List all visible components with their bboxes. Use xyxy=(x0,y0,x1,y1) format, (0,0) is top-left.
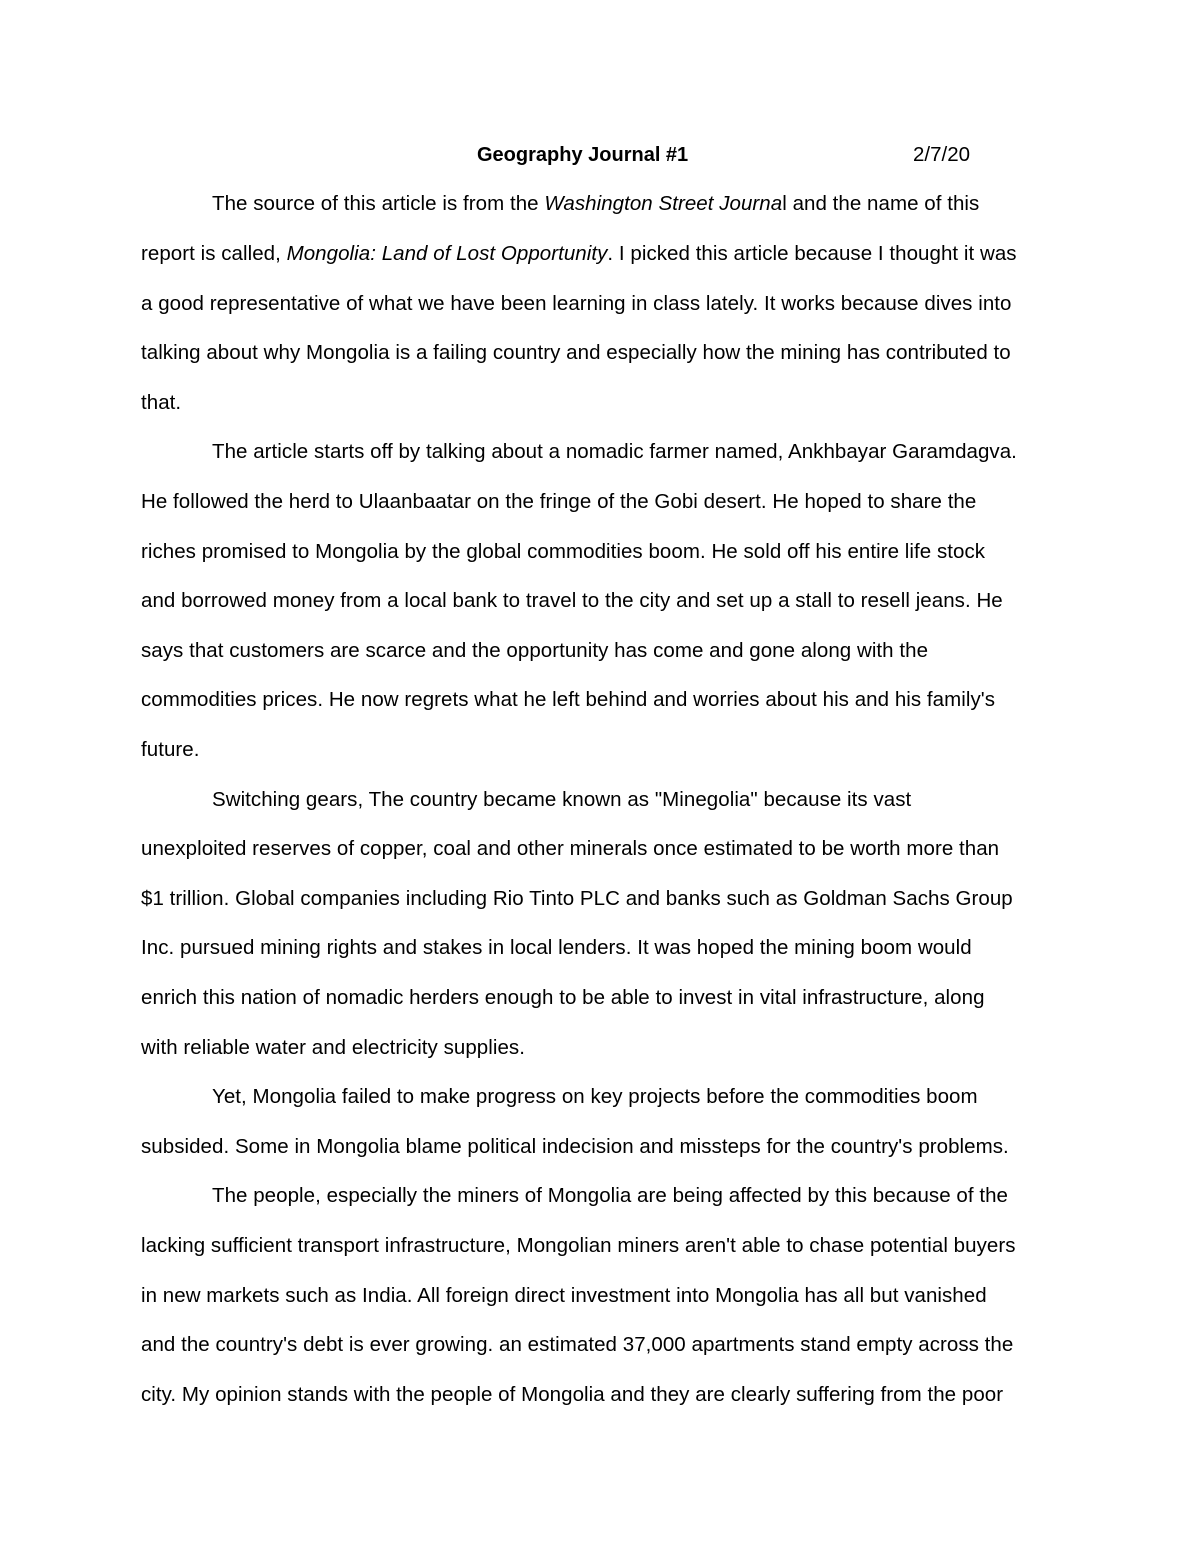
journal-date: 2/7/20 xyxy=(913,143,970,166)
journal-title: Geography Journal #1 xyxy=(477,144,689,166)
paragraph-2-line-5: says that customers are scarce and the opportunity has come and gone along with the xyxy=(141,639,929,662)
paragraph-1-line-5: that. xyxy=(141,391,182,414)
paragraph-2-line-7: future. xyxy=(141,738,200,761)
paragraph-3-line-1: Switching gears, The country became known as "Minegolia" because its vast xyxy=(212,788,912,811)
paragraph-1-line-3: a good representative of what we have been learning in class lately. It works because dives into xyxy=(141,292,1012,315)
paragraph-5-line-2: lacking sufficient transport infrastructure, Mongolian miners aren't able to chase potential buyers xyxy=(141,1234,1016,1257)
paragraph-4-line-2: subsided. Some in Mongolia blame political indecision and missteps for the country's problems. xyxy=(141,1135,1009,1158)
source-title: Washington Street Journa xyxy=(544,192,783,215)
paragraph-1-line-4: talking about why Mongolia is a failing country and especially how the mining has contributed to xyxy=(141,341,1011,364)
paragraph-3-line-2: unexploited reserves of copper, coal and other minerals once estimated to be worth more than xyxy=(141,837,1000,860)
paragraph-2-line-3: riches promised to Mongolia by the global commodities boom. He sold off his entire life stock xyxy=(141,540,986,563)
paragraph-2-line-4: and borrowed money from a local bank to travel to the city and set up a stall to resell jeans. He xyxy=(141,589,1003,612)
paragraph-5-line-4: and the country's debt is ever growing. an estimated 37,000 apartments stand empty across the xyxy=(141,1333,1014,1356)
paragraph-2-line-6: commodities prices. He now regrets what he left behind and worries about his and his family's xyxy=(141,688,996,711)
paragraph-5-line-3: in new markets such as India. All foreign direct investment into Mongolia has all but vanished xyxy=(141,1284,987,1307)
paragraph-2-line-1: The article starts off by talking about a nomadic farmer named, Ankhbayar Garamdagva. xyxy=(212,440,1017,463)
paragraph-4-line-1: Yet, Mongolia failed to make progress on key projects before the commodities boom xyxy=(212,1085,978,1108)
paragraph-2-line-2: He followed the herd to Ulaanbaatar on the fringe of the Gobi desert. He hoped to share the xyxy=(141,490,977,513)
paragraph-1-line-1: The source of this article is from the Washington Street Journal and the name of this xyxy=(212,192,980,215)
paragraph-3-line-3: $1 trillion. Global companies including Rio Tinto PLC and banks such as Goldman Sachs Group xyxy=(141,887,1013,910)
paragraph-5-line-5: city. My opinion stands with the people of Mongolia and they are clearly suffering from the poor xyxy=(141,1383,1004,1406)
paragraph-3-line-5: enrich this nation of nomadic herders enough to be able to invest in vital infrastructure, along xyxy=(141,986,985,1009)
paragraph-3-line-6: with reliable water and electricity supplies. xyxy=(141,1036,525,1059)
paragraph-3-line-4: Inc. pursued mining rights and stakes in local lenders. It was hoped the mining boom would xyxy=(141,936,972,959)
paragraph-5-line-1: The people, especially the miners of Mongolia are being affected by this because of the xyxy=(212,1184,1008,1207)
article-title: Mongolia: Land of Lost Opportunity xyxy=(286,242,608,265)
paragraph-1-line-2: report is called, Mongolia: Land of Lost Opportunity. I picked this article because I thought it was xyxy=(141,242,1017,265)
